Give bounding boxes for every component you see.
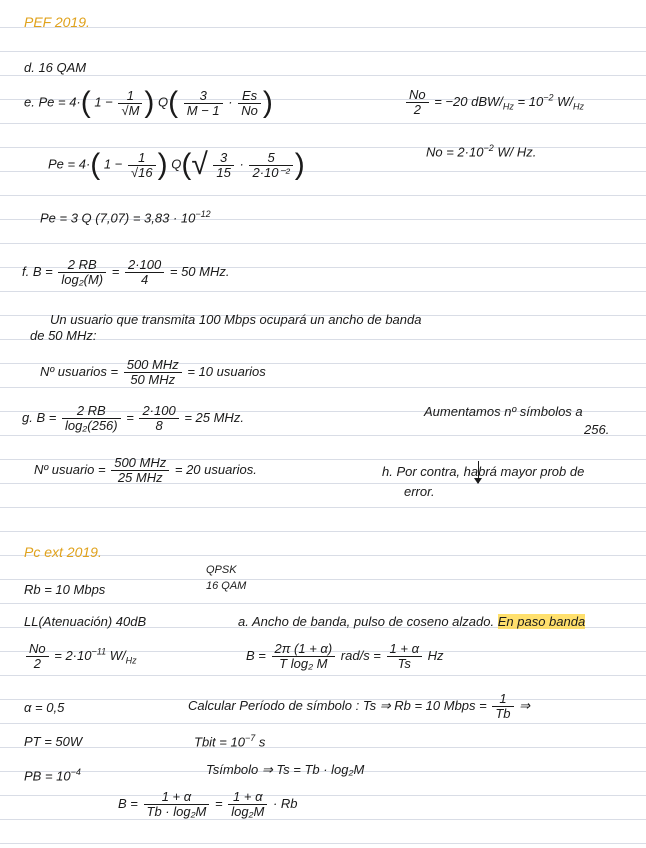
f-users-frac: $\frac{\text{500 MHz}}{\text{50 MHz}}$ [124,358,182,387]
g-note-1: Aumentamos nº símbolos a [424,404,583,419]
calc-frac: $\frac{1}{Tb}$ [492,692,513,721]
e-frac-2: $\frac{3}{M - 1}$ [184,89,223,118]
g-frac-2: $\frac{2\cdot 100}{8}$ [139,404,178,433]
no-frac-2: $\frac{No}{2}$ [26,642,49,671]
f-users: Nº usuarios = $\frac{\text{500 MHz}}{\text{50 MHz}}$ = 10 usuarios [40,357,266,387]
section2-title: Pc ext 2019. [24,544,102,560]
e-frac-6: $\frac{5}{\text{2·10⁻²}}$ [249,151,292,180]
e-label: e. Pe = [24,94,66,110]
e-frac-5: $\frac{3}{15}$ [213,151,233,180]
rb-value: Rb = 10 Mbps [24,582,106,597]
e-no-line: $No = 2\cdot 10^{-2}$ W/ Hz. [426,143,537,160]
no-value-2: $\frac{No}{2}$ = $2\cdot 10^{-11}$ $W/_{Hz}$ [24,642,137,671]
g-users: Nº usuario = $\frac{\text{500 MHz}}{\text{25 MHz}}$ = 20 usuarios. [34,455,257,485]
e-q: Q [158,94,169,110]
qpsk-label: QPSK [206,564,237,576]
b-final: B = $\frac{1 + \alpha}{\text{Tb · log₂M}}$ = $\frac{1 + \alpha}{\text{log₂M}}$ · Rb [118,789,298,819]
f-frac-2: $\frac{2\cdot 100}{4}$ [125,258,164,287]
e-pe-3: Pe = 3 Q $(7,07) = 3,83 \cdot 10^{-12}$ [40,209,211,226]
h-text-1: h. Por contra, habrá mayor prob de [382,464,585,479]
tbit-value: Tbit = $10^{-7}$ s [194,733,266,750]
pt-value: PT = 50W [24,734,83,749]
e-pe-2: Pe = 4·( 1 − $\frac{1}{√16}$ ) Q(√ $\frac{3}{15}$ · $\frac{5}{\text{2·10⁻²}}$ ) [48,148,305,181]
e-frac-3: $\frac{Es}{No}$ [238,89,261,118]
alpha-value: α = 0,5 [24,700,65,715]
b-formula: B = $\frac{2\pi (1 + \alpha)}{\text{T log₂ M}}$ rad/s = $\frac{1 + \alpha}{Ts}$ Hz [246,641,444,671]
section1-title: PEF 2019. [24,14,90,30]
g-frac-1: $\frac{2 RB}{\text{log₂(256)}}$ [62,404,121,433]
e-one: 1 − [94,94,113,110]
item-g-formula: g. B = $\frac{2 RB}{\text{log₂(256)}}$ = $\frac{2\cdot 100}{8}$ = 25 MHz. [22,403,244,433]
g-users-frac: $\frac{\text{500 MHz}}{\text{25 MHz}}$ [111,456,169,485]
ll-attenuation: LL(Atenuación) 40dB [24,614,147,629]
tsimbolo: Tsímbolo ⇒ Ts = Tb · log₂M [206,762,365,777]
e-coef: 4· [69,94,81,110]
f-frac-1: $\frac{2 RB}{\text{log₂(M)}}$ [58,258,106,287]
e-no-frac: $\frac{No}{2}$ [406,88,429,117]
item-f-formula: f. B = $\frac{2 RB}{\text{log₂(M)}}$ = $\frac{2\cdot 100}{4}$ = 50 MHz. [22,257,230,287]
pb-value: PB = $10^{-4}$ [24,767,81,784]
f-text-2: de 50 MHz: [30,328,97,343]
b-frac-1: $\frac{2\pi (1 + \alpha)}{\text{T log₂ M}}$ [272,642,336,671]
f-text-1: Un usuario que transmita 100 Mbps ocupará un ancho de banda [50,312,422,327]
a-text: a. Ancho de banda, pulso de coseno alzado. En paso banda [238,614,586,629]
qam-label: 16 QAM [206,580,247,592]
a-highlight: En paso banda [497,614,586,629]
g-note-2: 256. [584,422,610,437]
h-text-2: error. [404,484,435,499]
e-no-value: $\frac{No}{2}$ = −20 dBW/$_{Hz} = 10^{-2}$ $W/_{Hz}$ [404,88,584,117]
calc-ts: Calcular Período de símbolo : Ts ⇒ Rb = 10 Mbps = $\frac{1}{Tb}$ ⇒ [188,691,531,721]
bf-frac-1: $\frac{1 + \alpha}{\text{Tb · log₂M}}$ [144,790,210,819]
e-frac-4: $\frac{1}{√16}$ [128,151,156,180]
b-frac-2: $\frac{1 + \alpha}{Ts}$ [387,642,422,671]
item-e-formula: e. Pe = 4·( 1 − $\frac{1}{√M}$ ) Q( $\frac{3}{M - 1}$ · $\frac{Es}{No}$ ) [24,86,273,119]
bf-frac-2: $\frac{1 + \alpha}{\text{log₂M}}$ [228,790,267,819]
e-frac-1: $\frac{1}{√M}$ [118,89,142,118]
item-d: d. 16 QAM [24,60,87,75]
